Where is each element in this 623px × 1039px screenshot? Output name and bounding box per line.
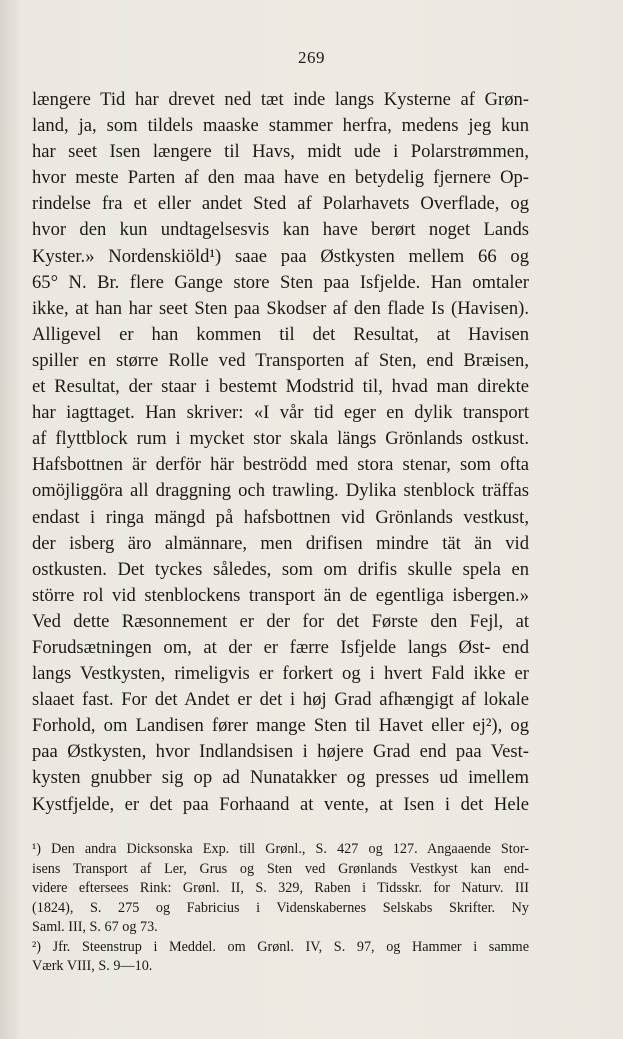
text-line: större rol vid stenblockens transport än de egentliga isbergen.»: [32, 584, 529, 606]
text-line: spiller en større Rolle ved Transporten af Sten, end Bræisen,: [32, 349, 529, 371]
text-line: land, ja, som tildels maaske stammer herfra, medens jeg kun: [32, 115, 529, 137]
footnote-line: Saml. III, S. 67 og 73.: [32, 919, 158, 935]
text-line: paa Østkysten, hvor Indlandsisen i højere Grad end paa Vest-: [32, 741, 529, 763]
text-line: et Resultat, der staar i bestemt Modstrid til, hvad man direkte: [32, 376, 529, 398]
body-text: [32, 87, 529, 818]
text-line: langs Vestkysten, rimeligvis er forkert og i hvert Fald ikke er: [32, 663, 529, 685]
text-line: Forudsætningen om, at der er færre Isfjelde langs Øst- end: [32, 636, 529, 658]
text-line: hvor meste Parten af den maa have en betydelig fjernere Op-: [32, 167, 529, 189]
footnote-line: Værk VIII, S. 9—10.: [32, 958, 153, 974]
text-line: slaaet fast. For det Andet er det i høj Grad afhængigt af lokale: [32, 689, 529, 711]
text-line: hvor den kun undtagelsesvis kan have berørt noget Lands: [32, 219, 529, 241]
page-number: 269: [298, 48, 325, 67]
text-line: ikke, at han har seet Sten paa Skodser af den flade Is (Havisen).: [32, 297, 529, 319]
footnotes: [32, 840, 529, 977]
text-line: længere Tid har drevet ned tæt inde langs Kysterne af Grøn-: [32, 89, 529, 110]
text-line: rindelse fra et eller andet Sted af Polarhavets Overflade, og: [32, 193, 529, 215]
text-line: har seet Isen længere til Havs, midt ude i Polarstrømmen,: [32, 141, 529, 163]
text-line: omöjliggöra all draggning och trawling. Dylika stenblock träffas: [32, 480, 529, 502]
text-line: har iagttaget. Han skriver: «I vår tid eger en dylik transport: [32, 402, 529, 424]
text-line: kysten gnubber sig op ad Nunatakker og presses ud imellem: [32, 767, 529, 789]
text-line: Kystfjelde, er det paa Forhaand at vente, at Isen i det Hele: [32, 793, 529, 815]
footnote-line: (1824), S. 275 og Fabricius i Videnskabernes Selskabs Skrifter. Ny: [32, 899, 529, 916]
text-line: Kyster.» Nordenskiöld¹) saae paa Østkysten mellem 66 og: [32, 245, 529, 267]
text-line: Alligevel er han kommen til det Resultat, at Havisen: [32, 323, 529, 345]
text-line: Forhold, om Landisen fører mange Sten til Havet eller ej²), og: [32, 715, 529, 737]
footnote-line: ²) Jfr. Steenstrup i Meddel. om Grønl. IV, S. 97, og Hammer i samme: [32, 938, 529, 955]
text-line: ostkusten. Det tyckes således, som om drifis skulle spela en: [32, 558, 529, 580]
text-line: endast i ringa mängd på hafsbottnen vid Grönlands vestkust,: [32, 506, 529, 528]
footnote-line: ¹) Den andra Dicksonska Exp. till Grønl., S. 427 og 127. Angaaende Stor-: [32, 841, 529, 857]
footnote-line: isens Transport af Ler, Grus og Sten ved Grønlands Vestkyst kan end-: [32, 860, 529, 877]
footnote-line: videre eftersees Rink: Grønl. II, S. 329, Raben i Tidsskr. for Naturv. III: [32, 880, 529, 896]
text-line: 65° N. Br. flere Gange store Sten paa Isfjelde. Han omtaler: [32, 271, 529, 293]
text-line: af flyttblock rum i mycket stor skala längs Grönlands ostkust.: [32, 428, 529, 450]
text-line: Ved dette Ræsonnement er der for det Første den Fejl, at: [32, 610, 529, 632]
text-line: Hafsbottnen är derför här beströdd med stora stenar, som ofta: [32, 454, 529, 476]
text-line: der isberg äro almännare, men drifisen mindre tät än vid: [32, 532, 529, 554]
